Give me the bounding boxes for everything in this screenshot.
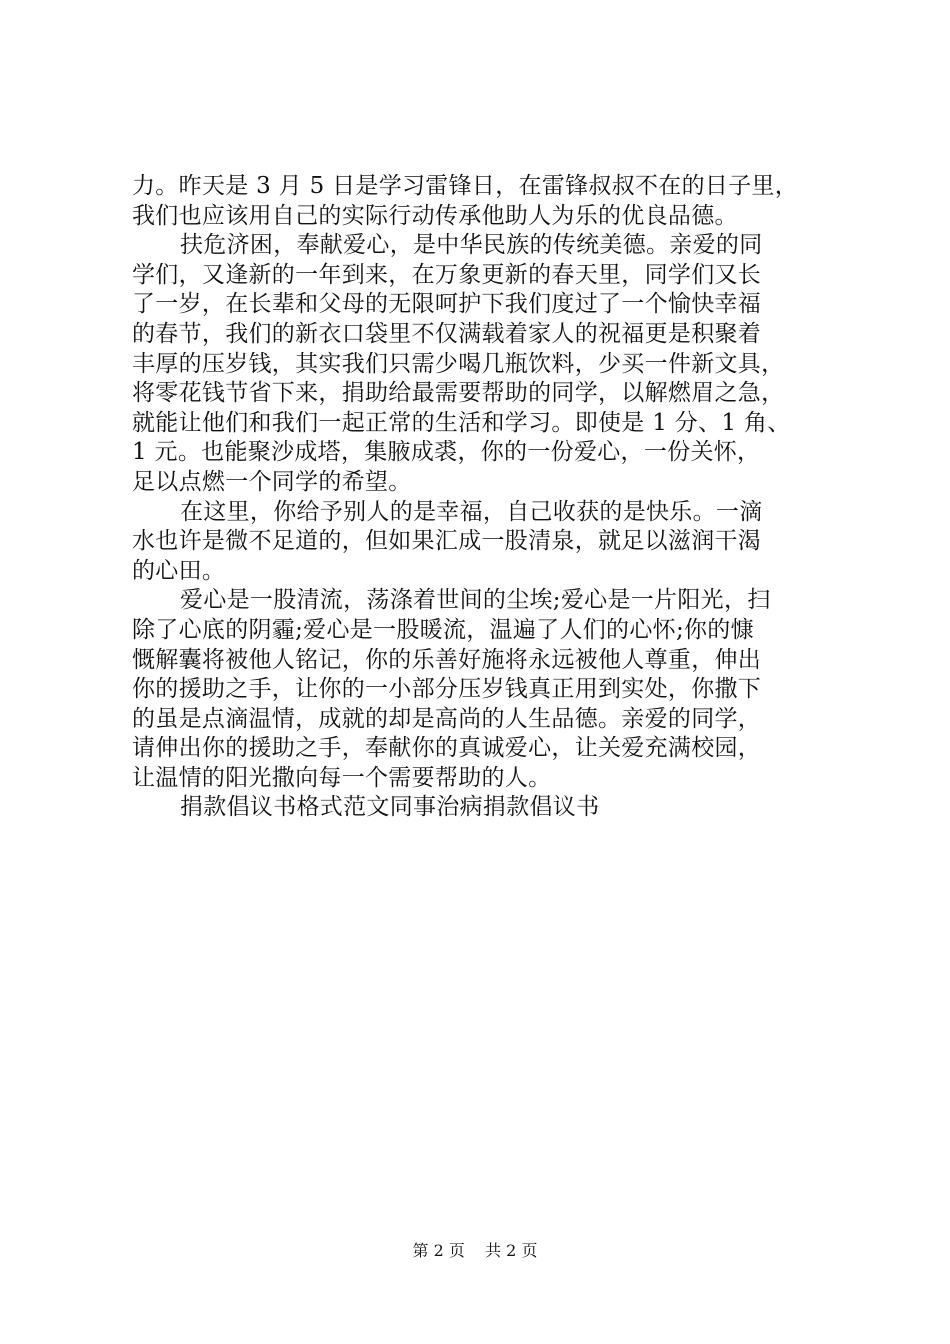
text-line: 丰厚的压岁钱，其实我们只需少喝几瓶饮料，少买一件新文具， <box>132 350 785 377</box>
text-line: 捐款倡议书格式范文同事治病捐款倡议书 <box>180 794 600 821</box>
text-line: 让温情的阳光撒向每一个需要帮助的人。 <box>132 764 552 791</box>
document-body <box>132 172 832 823</box>
text-line: 在这里，你给予别人的是幸福，自己收获的是快乐。一滴 <box>180 498 763 525</box>
text-line: 1 元。也能聚沙成塔，集腋成裘，你的一份爱心，一份关怀， <box>132 439 761 466</box>
text-line: 的心田。 <box>132 557 226 584</box>
text-line: 的春节，我们的新衣口袋里不仅满载着家人的祝福更是积聚着 <box>132 320 762 347</box>
text-line: 请伸出你的援助之手，奉献你的真诚爱心，让关爱充满校园， <box>132 735 762 762</box>
text-line: 慨解囊将被他人铭记，你的乐善好施将永远被他人尊重，伸出 <box>132 646 762 673</box>
text-line: 足以点燃一个同学的希望。 <box>132 468 412 495</box>
text-line: 学们，又逢新的一年到来，在万象更新的春天里，同学们又长 <box>132 261 762 288</box>
text-line: 扶危济困，奉献爱心，是中华民族的传统美德。亲爱的同 <box>180 232 763 259</box>
text-line: 力。昨天是 3 月 5 日是学习雷锋日，在雷锋叔叔不在的日子里， <box>132 173 799 199</box>
text-line: 除了心底的阴霾;爱心是一股暖流，温遍了人们的心怀;你的慷 <box>132 616 754 643</box>
page-footer <box>0 1241 950 1261</box>
text-line: 的虽是点滴温情，成就的却是高尚的人生品德。亲爱的同学， <box>132 705 762 732</box>
text-line: 水也许是微不足道的，但如果汇成一股清泉，就足以滋润干渴 <box>132 528 762 555</box>
text-line: 爱心是一股清流，荡涤着世间的尘埃;爱心是一片阳光，扫 <box>180 587 771 614</box>
page-total: 共 2 页 <box>485 1241 538 1260</box>
text-line: 将零花钱节省下来，捐助给最需要帮助的同学，以解燃眉之急， <box>132 380 785 407</box>
page-number: 第 2 页 <box>412 1241 465 1260</box>
text-line: 你的援助之手，让你的一小部分压岁钱真正用到实处，你撒下 <box>132 676 762 703</box>
text-line: 就能让他们和我们一起正常的生活和学习。即使是 1 分、1 角、 <box>132 409 791 436</box>
text-line: 我们也应该用自己的实际行动传承他助人为乐的优良品德。 <box>132 202 738 229</box>
text-line: 了一岁，在长辈和父母的无限呵护下我们度过了一个愉快幸福 <box>132 291 762 318</box>
